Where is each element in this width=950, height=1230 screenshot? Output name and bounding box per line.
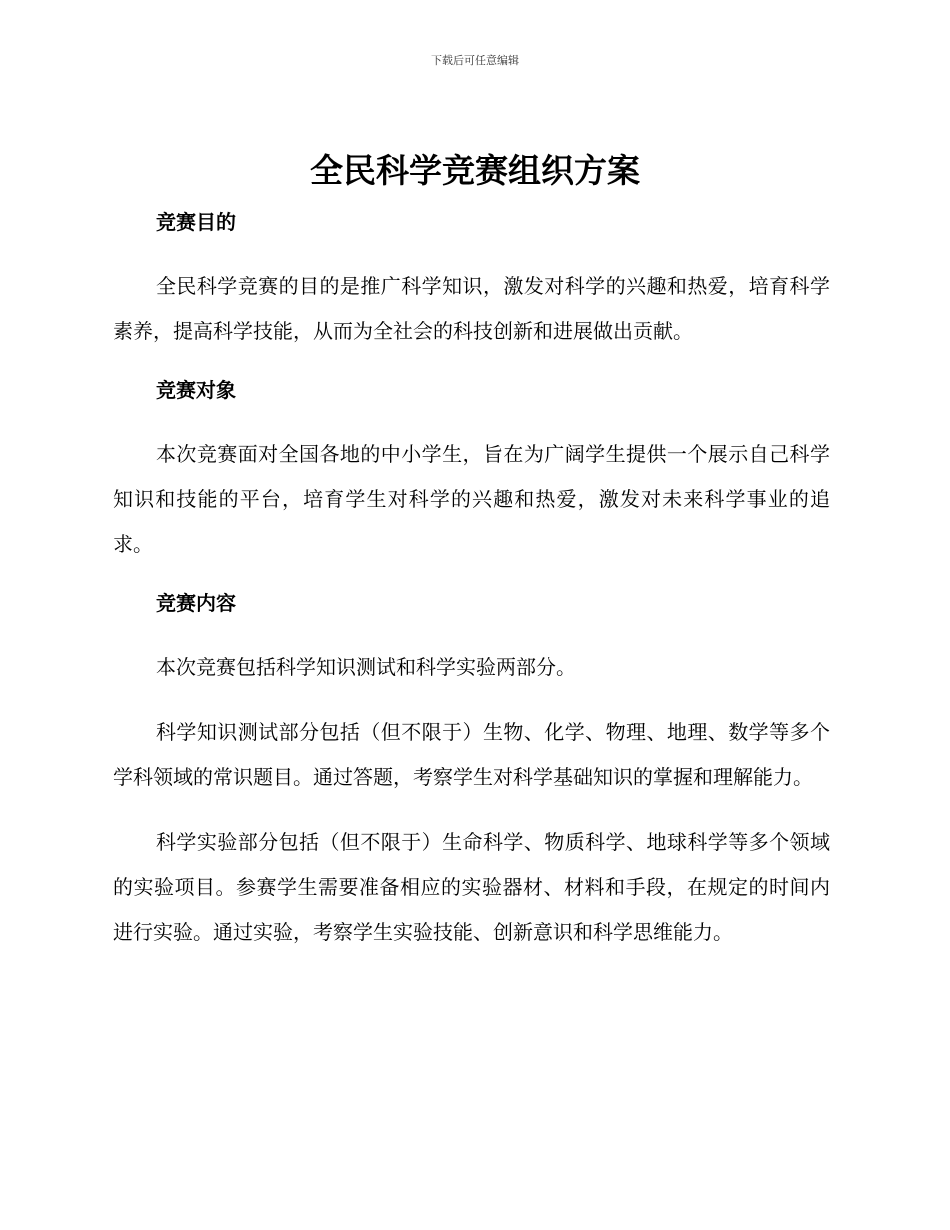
paragraph-audience: 本次竞赛面对全国各地的中小学生，旨在为广阔学生提供一个展示自己科学知识和技能的平台，培育学生对科学的兴趣和热爱，激发对未来科学事业的追求。 xyxy=(113,442,830,556)
section-heading-content: 竞赛内容 xyxy=(156,591,236,615)
page-header-note: 下载后可任意编辑 xyxy=(431,54,519,67)
document-title: 全民科学竞赛组织方案 xyxy=(310,151,640,190)
paragraph-content-overview: 本次竞赛包括科学知识测试和科学实验两部分。 xyxy=(156,655,576,679)
paragraph-experiment: 科学实验部分包括（但不限于）生命科学、物质科学、地球科学等多个领域的实验项目。参赛学生需要准备相应的实验器材、材料和手段，在规定的时间内进行实验。通过实验，考察学生实验技能、创新意识和科学思维能力。 xyxy=(113,830,830,944)
section-heading-audience: 竞赛对象 xyxy=(156,378,236,402)
document-body xyxy=(113,206,830,955)
section-heading-purpose: 竞赛目的 xyxy=(156,210,236,234)
paragraph-knowledge-test: 科学知识测试部分包括（但不限于）生物、化学、物理、地理、数学等多个学科领域的常识题目。通过答题，考察学生对科学基础知识的掌握和理解能力。 xyxy=(113,720,830,789)
paragraph-purpose: 全民科学竞赛的目的是推广科学知识，激发对科学的兴趣和热爱，培育科学素养，提高科学技能，从而为全社会的科技创新和进展做出贡献。 xyxy=(113,274,830,343)
